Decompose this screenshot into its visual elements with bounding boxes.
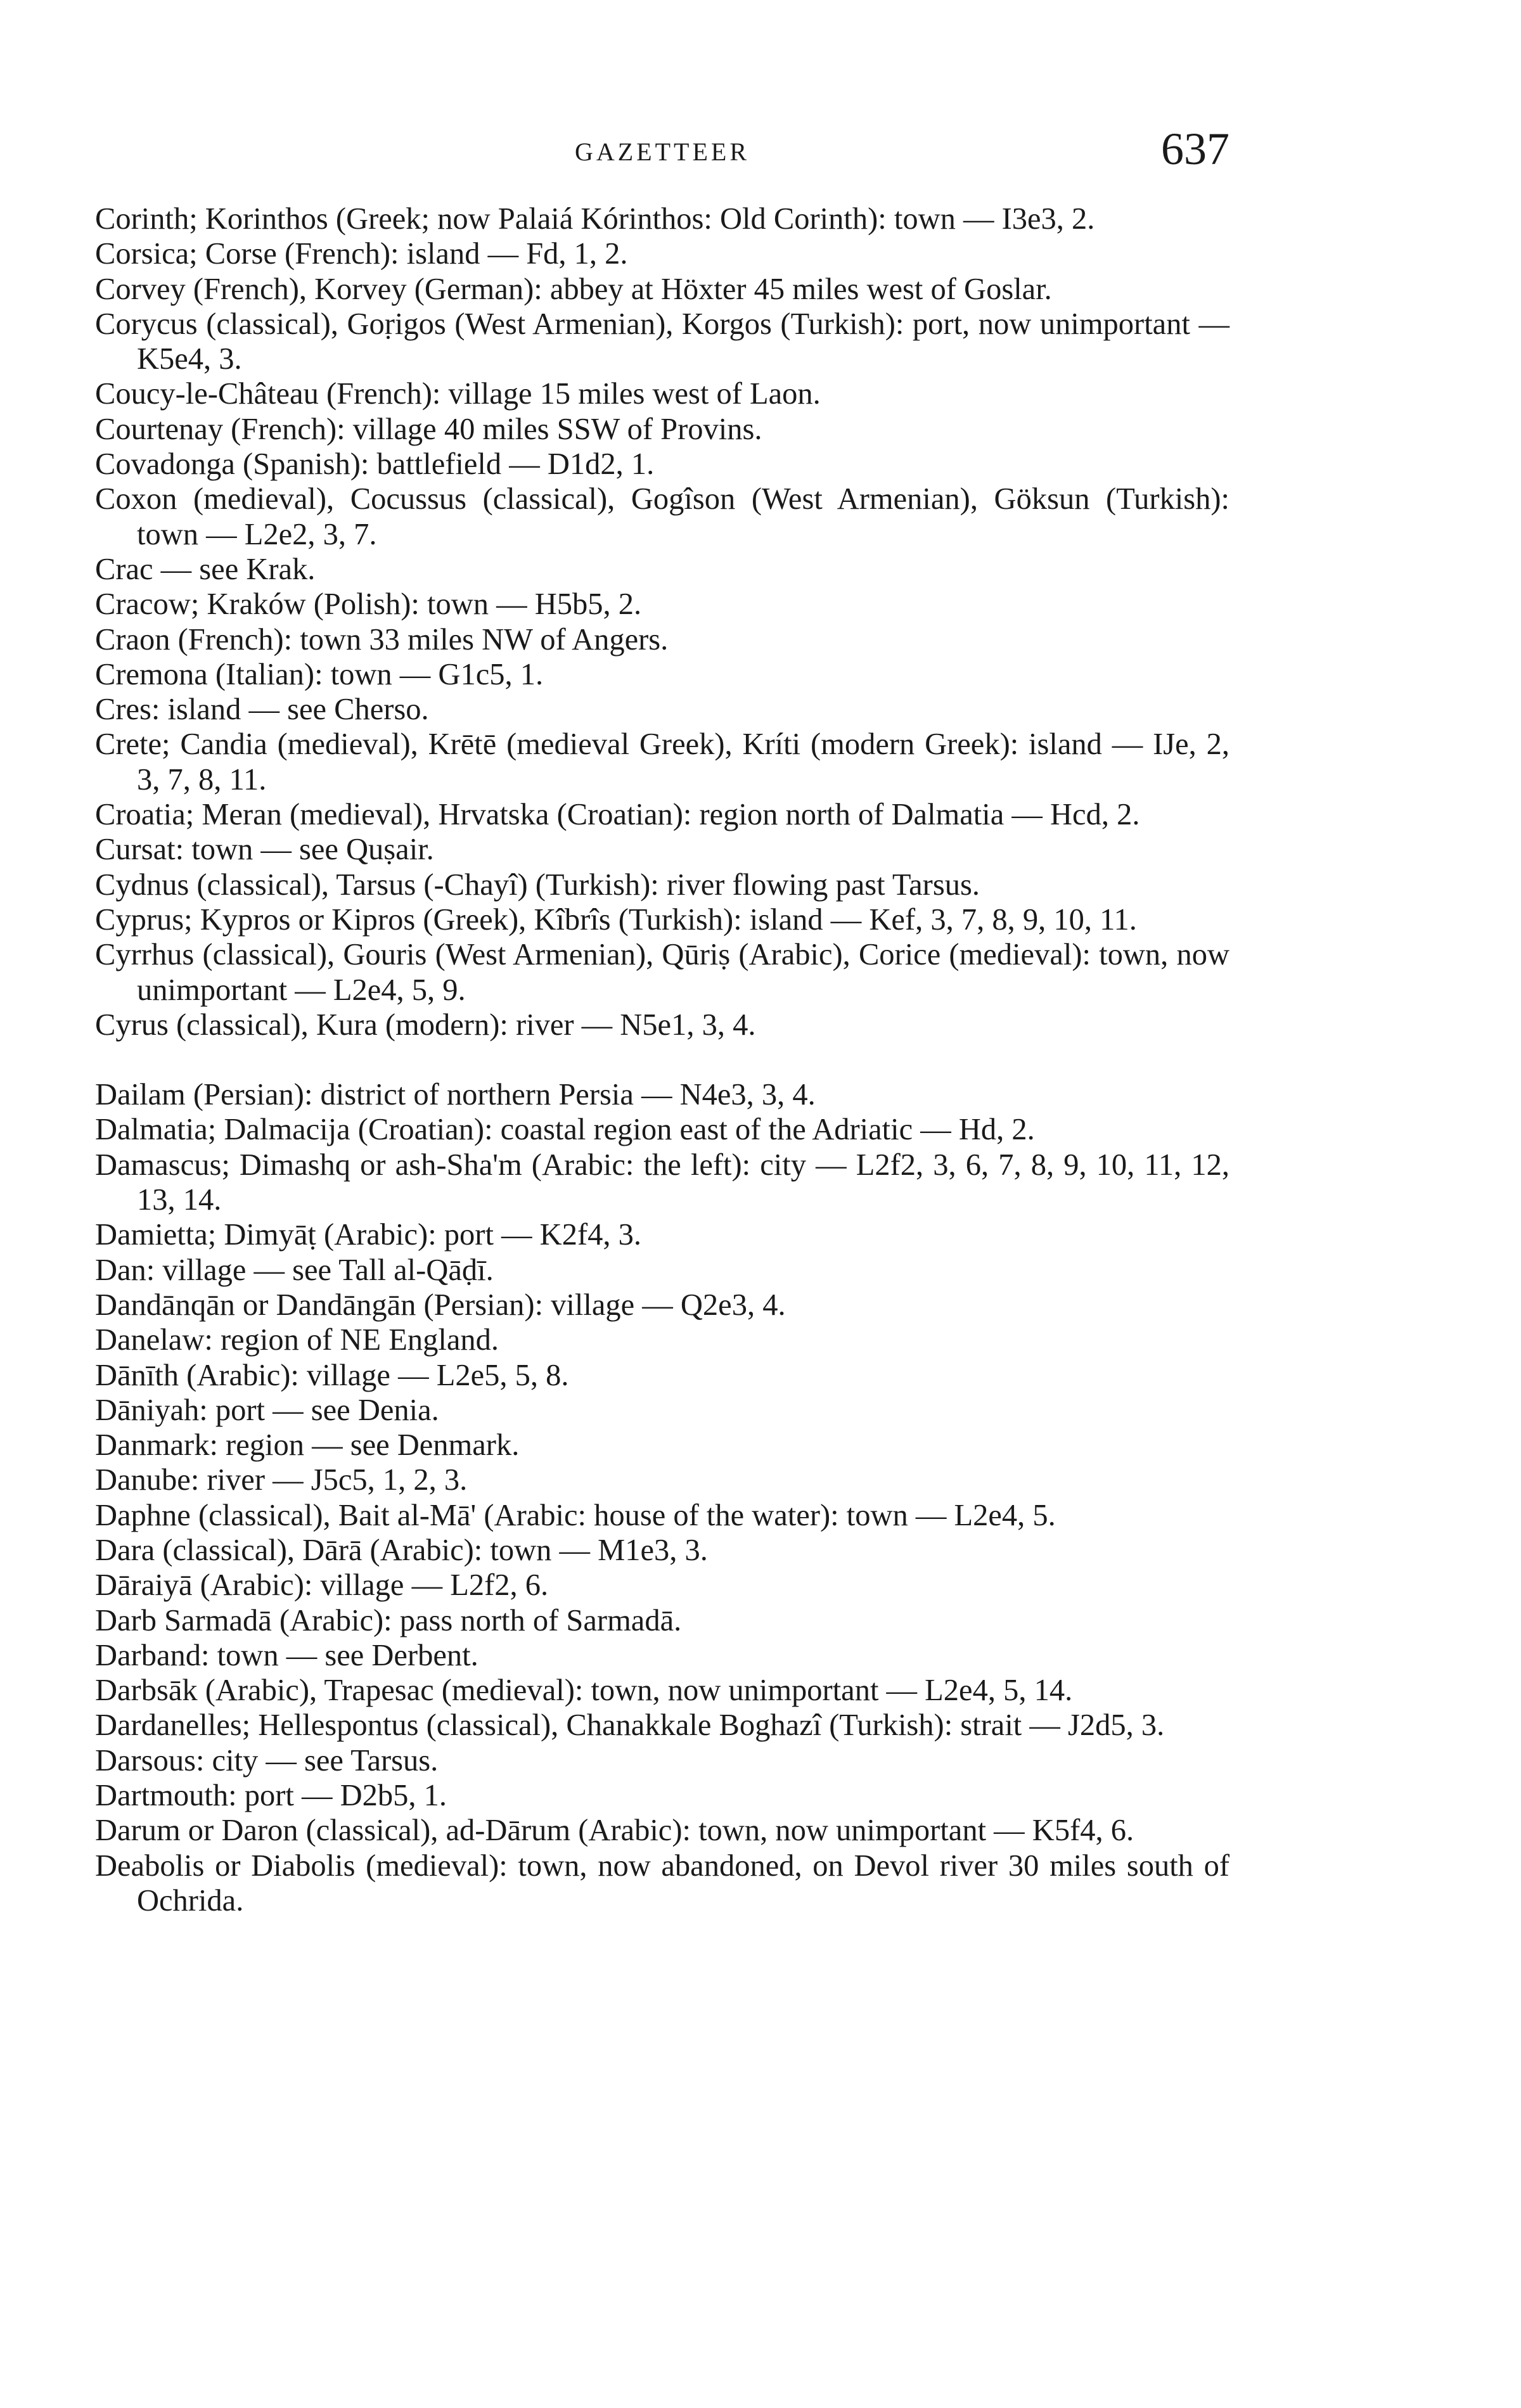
gazetteer-entry: Darband: town — see Derbent. [95, 1638, 478, 1672]
gazetteer-entry: Darsous: city — see Tarsus. [95, 1743, 439, 1777]
gazetteer-entry: Dan: village — see Tall al-Qāḍī. [95, 1253, 494, 1287]
gazetteer-entry: Corycus (classical), Goṛigos (West Armenian), Korgos (Turkish): port, now unimportant — K5e4, 3. [95, 307, 1229, 376]
gazetteer-entry: Courtenay (French): village 40 miles SSW of Provins. [95, 412, 762, 446]
gazetteer-entry: Deabolis or Diabolis (medieval): town, now abandoned, on Devol river 30 miles south of Ochrida. [95, 1848, 1229, 1918]
gazetteer-section-c [95, 202, 1229, 1042]
gazetteer-entry: Daphne (classical), Bait al-Mā' (Arabic: house of the water): town — L2e4, 5. [95, 1498, 1056, 1532]
gazetteer-entry: Dāniyah: port — see Denia. [95, 1393, 439, 1427]
gazetteer-entry: Cursat: town — see Quṣair. [95, 833, 434, 867]
running-head: GAZETTEER [574, 138, 750, 166]
gazetteer-entry: Darbsāk (Arabic), Trapesac (medieval): town, now unimportant — L2e4, 5, 14. [95, 1674, 1073, 1708]
gazetteer-entry: Darum or Daron (classical), ad-Dārum (Arabic): town, now unimportant — K5f4, 6. [95, 1814, 1134, 1848]
gazetteer-entry: Dāraiyā (Arabic): village — L2f2, 6. [95, 1568, 549, 1603]
gazetteer-entry: Danmark: region — see Denmark. [95, 1428, 520, 1463]
gazetteer-entry: Dara (classical), Dārā (Arabic): town — M1e3, 3. [95, 1533, 708, 1567]
gazetteer-entry: Corinth; Korinthos (Greek; now Palaiá Kórinthos: Old Corinth): town — I3e3, 2. [95, 202, 1095, 236]
gazetteer-entry: Dānīth (Arabic): village — L2e5, 5, 8. [95, 1358, 569, 1392]
gazetteer-entry: Corsica; Corse (French): island — Fd, 1, 2. [95, 237, 628, 271]
gazetteer-entry: Cyprus; Kypros or Kipros (Greek), Kîbrîs (Turkish): island — Kef, 3, 7, 8, 9, 10, 11. [95, 902, 1137, 937]
gazetteer-entry: Danube: river — J5c5, 1, 2, 3. [95, 1463, 468, 1497]
gazetteer-entry: Coucy-le-Château (French): village 15 miles west of Laon. [95, 377, 821, 411]
gazetteer-entry: Cracow; Kraków (Polish): town — H5b5, 2. [95, 587, 642, 622]
gazetteer-entry: Dalmatia; Dalmacija (Croatian): coastal region east of the Adriatic — Hd, 2. [95, 1113, 1035, 1147]
gazetteer-entry: Craon (French): town 33 miles NW of Angers. [95, 622, 669, 656]
gazetteer-entry: Dandānqān or Dandāngān (Persian): village — Q2e3, 4. [95, 1288, 786, 1322]
gazetteer-entry: Cyrrhus (classical), Gouris (West Armenian), Qūriṣ (Arabic), Corice (medieval): town, now unimportant — L2e4, 5, 9. [95, 938, 1229, 1007]
gazetteer-entry: Covadonga (Spanish): battlefield — D1d2, 1. [95, 447, 655, 482]
gazetteer-entry: Cres: island — see Cherso. [95, 693, 429, 727]
page-header [95, 124, 1229, 176]
gazetteer-entry: Coxon (medieval), Cocussus (classical), Gogîson (West Armenian), Göksun (Turkish): town — L2e2, 3, 7. [95, 482, 1229, 551]
gazetteer-entry: Cyrus (classical), Kura (modern): river — N5e1, 3, 4. [95, 1008, 756, 1042]
gazetteer-entry: Dartmouth: port — D2b5, 1. [95, 1779, 447, 1813]
gazetteer-entry: Crac — see Krak. [95, 552, 316, 586]
gazetteer-entry: Darb Sarmadā (Arabic): pass north of Sarmadā. [95, 1603, 682, 1637]
section-divider [95, 1042, 1229, 1077]
gazetteer-entry: Corvey (French), Korvey (German): abbey at Höxter 45 miles west of Goslar. [95, 272, 1052, 306]
gazetteer-entry: Damascus; Dimashq or ash-Sha'm (Arabic: the left): city — L2f2, 3, 6, 7, 8, 9, 10, 11, 12, 13, 14. [95, 1148, 1229, 1217]
page-number: 637 [1161, 124, 1229, 174]
gazetteer-entry: Dailam (Persian): district of northern Persia — N4e3, 3, 4. [95, 1078, 816, 1112]
gazetteer-entry: Cremona (Italian): town — G1c5, 1. [95, 657, 544, 691]
gazetteer-text [95, 202, 1229, 1918]
gazetteer-entry: Cydnus (classical), Tarsus (-Chayî) (Turkish): river flowing past Tarsus. [95, 868, 980, 902]
gazetteer-entry: Crete; Candia (medieval), Krētē (medieval Greek), Kríti (modern Greek): island — IJe, 2, 3, 7, 8, 11. [95, 727, 1229, 797]
gazetteer-entry: Croatia; Meran (medieval), Hrvatska (Croatian): region north of Dalmatia — Hcd, 2. [95, 798, 1140, 832]
gazetteer-entry: Danelaw: region of NE England. [95, 1323, 499, 1357]
gazetteer-entry: Damietta; Dimyāṭ (Arabic): port — K2f4, 3. [95, 1218, 641, 1252]
gazetteer-section-d [95, 1077, 1229, 1918]
gazetteer-entry: Dardanelles; Hellespontus (classical), Chanakkale Boghazî (Turkish): strait — J2d5, 3. [95, 1708, 1165, 1743]
